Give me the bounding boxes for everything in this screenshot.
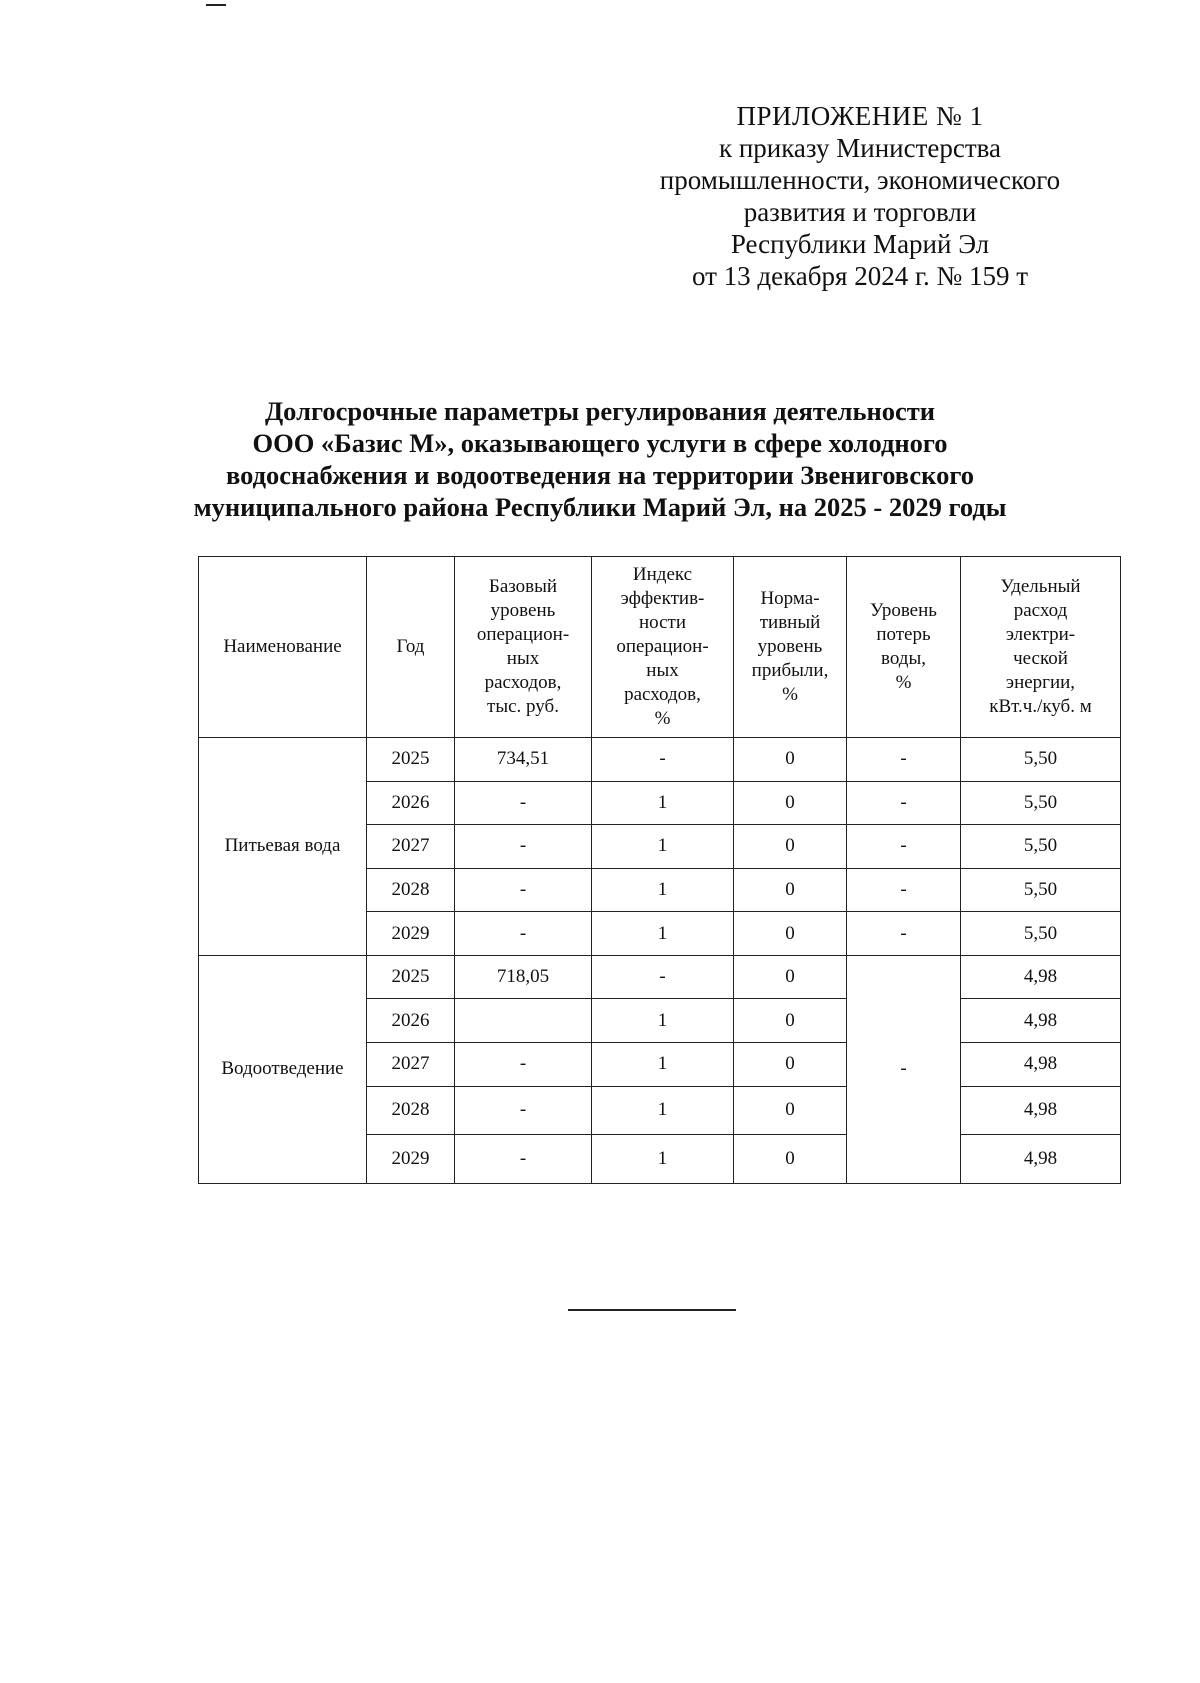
table-header: [199, 557, 1121, 738]
title-line: ООО «Базис М», оказывающего услуги в сфере холодного: [252, 428, 948, 458]
profit-level-cell: 0: [734, 738, 847, 782]
group-name-cell: Водоотведение: [199, 955, 367, 1183]
column-header-line: тивный: [759, 612, 821, 633]
column-header-line: Базовый: [488, 576, 558, 597]
energy-cell: 4,98: [961, 955, 1121, 999]
column-header-line: Наименование: [223, 636, 342, 657]
scan-artifact: [206, 4, 226, 6]
year-cell: 2026: [367, 999, 455, 1043]
parameters-table: [198, 556, 1121, 1184]
efficiency-index-cell: 1: [592, 912, 734, 956]
column-header-line: ных: [646, 660, 679, 681]
energy-cell: 5,50: [961, 781, 1121, 825]
column-header-line: Год: [396, 636, 425, 657]
column-header-line: потерь: [876, 624, 931, 645]
profit-level-cell: 0: [734, 868, 847, 912]
column-header-line: Норма-: [760, 588, 820, 609]
appendix-line: Республики Марий Эл: [730, 229, 990, 259]
column-header-line: операцион-: [476, 624, 570, 645]
column-header-year: [367, 557, 455, 738]
efficiency-index-cell: 1: [592, 825, 734, 869]
column-header-line: операцион-: [616, 636, 709, 657]
column-header-base-cost: [455, 557, 592, 738]
header-row: [199, 557, 1121, 738]
base-cost-cell: -: [455, 912, 592, 956]
column-header-line: %: [782, 684, 798, 705]
energy-cell: 4,98: [961, 999, 1121, 1043]
profit-level-cell: 0: [734, 825, 847, 869]
title-line: муниципального района Республики Марий Эл, на 2025 - 2029 годы: [193, 492, 1007, 522]
base-cost-cell: -: [455, 781, 592, 825]
base-cost-cell: -: [455, 1135, 592, 1184]
efficiency-index-cell: 1: [592, 999, 734, 1043]
base-cost-cell: -: [455, 1042, 592, 1086]
water-loss-cell: -: [847, 868, 961, 912]
water-loss-cell: -: [847, 738, 961, 782]
base-cost-cell: -: [455, 868, 592, 912]
appendix-order-date: от 13 декабря 2024 г. № 159 т: [691, 261, 1029, 291]
base-cost-cell: -: [455, 1086, 592, 1135]
column-header-line: тыс. руб.: [487, 696, 559, 717]
column-header-line: Удельный: [1000, 576, 1081, 597]
efficiency-index-cell: 1: [592, 781, 734, 825]
profit-level-cell: 0: [734, 999, 847, 1043]
column-header-line: ности: [638, 612, 687, 633]
efficiency-index-cell: -: [592, 955, 734, 999]
column-header-line: расходов,: [484, 672, 562, 693]
base-cost-cell: 734,51: [455, 738, 592, 782]
efficiency-index-cell: -: [592, 738, 734, 782]
appendix-line: развития и торговли: [743, 197, 977, 227]
energy-cell: 5,50: [961, 738, 1121, 782]
closing-rule: [568, 1309, 736, 1311]
column-header-line: ческой: [1013, 648, 1068, 669]
base-cost-cell: 718,05: [455, 955, 592, 999]
water-loss-cell: -: [847, 912, 961, 956]
energy-cell: 5,50: [961, 868, 1121, 912]
column-header-name: [199, 557, 367, 738]
column-header-line: электри-: [1005, 624, 1076, 645]
column-header-line: %: [895, 672, 912, 693]
column-header-line: прибыли,: [751, 660, 829, 681]
efficiency-index-cell: 1: [592, 1086, 734, 1135]
column-header-line: кВт.ч./куб. м: [989, 696, 1092, 717]
group-name-cell: Питьевая вода: [199, 738, 367, 956]
column-header-line: Индекс: [632, 564, 693, 585]
efficiency-index-cell: 1: [592, 1135, 734, 1184]
table-row: [199, 955, 1121, 999]
column-header-profit-level: [734, 557, 847, 738]
water-loss-cell: -: [847, 781, 961, 825]
year-cell: 2027: [367, 1042, 455, 1086]
base-cost-cell: -: [455, 825, 592, 869]
appendix-header: [610, 100, 1110, 292]
year-cell: 2029: [367, 912, 455, 956]
year-cell: 2025: [367, 738, 455, 782]
column-header-line: расходов,: [624, 684, 701, 705]
column-header-energy: [961, 557, 1121, 738]
appendix-line: промышленности, экономического: [659, 165, 1061, 195]
column-header-line: воды,: [881, 648, 926, 669]
profit-level-cell: 0: [734, 955, 847, 999]
profit-level-cell: 0: [734, 781, 847, 825]
year-cell: 2028: [367, 1086, 455, 1135]
title-line: водоснабжения и водоотведения на территории Звениговского: [226, 460, 974, 490]
year-cell: 2025: [367, 955, 455, 999]
column-header-efficiency-index: [592, 557, 734, 738]
efficiency-index-cell: 1: [592, 868, 734, 912]
appendix-title: ПРИЛОЖЕНИЕ № 1: [736, 101, 984, 131]
energy-cell: 5,50: [961, 825, 1121, 869]
column-header-water-loss: [847, 557, 961, 738]
appendix-line: к приказу Министерства: [718, 133, 1002, 163]
year-cell: 2029: [367, 1135, 455, 1184]
profit-level-cell: 0: [734, 912, 847, 956]
profit-level-cell: 0: [734, 1135, 847, 1184]
column-header-line: уровень: [757, 636, 823, 657]
title-line: Долгосрочные параметры регулирования деятельности: [264, 396, 936, 426]
profit-level-cell: 0: [734, 1086, 847, 1135]
column-header-line: Уровень: [870, 600, 937, 621]
column-header-line: уровень: [490, 600, 556, 621]
base-cost-cell: [455, 999, 592, 1043]
column-header-line: %: [654, 708, 671, 729]
energy-cell: 4,98: [961, 1086, 1121, 1135]
column-header-line: эффектив-: [620, 588, 705, 609]
energy-cell: 4,98: [961, 1135, 1121, 1184]
column-header-line: расход: [1013, 600, 1068, 621]
document-title: [180, 395, 1020, 523]
table-row: [199, 738, 1121, 782]
energy-cell: 4,98: [961, 1042, 1121, 1086]
year-cell: 2027: [367, 825, 455, 869]
energy-cell: 5,50: [961, 912, 1121, 956]
table-body: [199, 738, 1121, 1184]
water-loss-cell: -: [847, 955, 961, 1183]
profit-level-cell: 0: [734, 1042, 847, 1086]
year-cell: 2026: [367, 781, 455, 825]
column-header-line: энергии,: [1005, 672, 1076, 693]
year-cell: 2028: [367, 868, 455, 912]
water-loss-cell: -: [847, 825, 961, 869]
column-header-line: ных: [506, 648, 540, 669]
efficiency-index-cell: 1: [592, 1042, 734, 1086]
